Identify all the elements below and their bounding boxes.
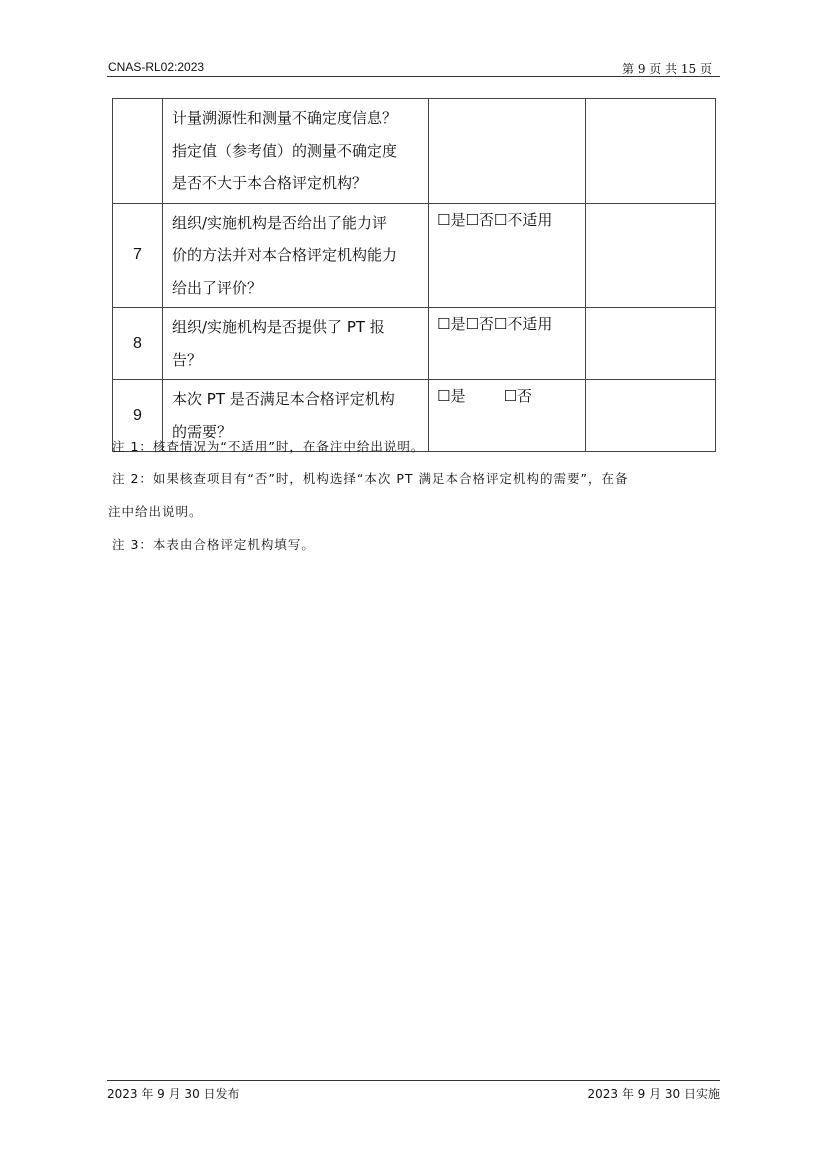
note-3: 注 3：本表由合格评定机构填写。 xyxy=(112,537,315,552)
question-line: 是否不大于本合格评定机构？ xyxy=(172,174,368,192)
row-number: 7 xyxy=(113,203,163,308)
table-row xyxy=(113,308,716,380)
question-line: 本次 PT 是否满足本合格评定机构 xyxy=(172,390,395,408)
checklist-table xyxy=(112,98,716,452)
row-number: 9 xyxy=(113,380,163,452)
remarks-cell xyxy=(586,308,716,380)
row-number: 8 xyxy=(113,308,163,380)
question-cell xyxy=(163,99,429,204)
remarks-cell xyxy=(586,380,716,452)
issue-date: 2023 年 9 月 30 日发布 xyxy=(107,1087,240,1101)
effective-date: 2023 年 9 月 30 日实施 xyxy=(587,1087,720,1101)
page-header xyxy=(107,58,720,77)
options-cell: ☐是☐否☐不适用 xyxy=(429,308,586,380)
question-line: 指定值（参考值）的测量不确定度 xyxy=(172,141,398,160)
options-cell xyxy=(429,99,586,204)
question-line: 价的方法并对本合格评定机构能力 xyxy=(172,246,398,264)
page-number: 第 9 页 共 15 页 xyxy=(622,62,712,76)
note-1: 注 1：核查情况为“不适用”时，在备注中给出说明。 xyxy=(112,439,425,454)
question-line: 告？ xyxy=(172,350,203,369)
row-number xyxy=(113,99,163,204)
options-cell: ☐是 ☐否 xyxy=(429,380,586,452)
table-row xyxy=(113,99,716,204)
page-footer xyxy=(107,1080,720,1101)
table-row xyxy=(113,203,716,308)
question-cell xyxy=(163,308,429,380)
note-2-continued: 注中给出说明。 xyxy=(108,504,203,519)
question-line: 的需要？ xyxy=(172,422,233,441)
document-code: CNAS-RL02:2023 xyxy=(108,60,205,74)
question-cell xyxy=(163,203,429,308)
options-cell: ☐是☐否☐不适用 xyxy=(429,203,586,308)
question-line: 计量溯源性和测量不确定度信息？ xyxy=(172,109,398,127)
question-line: 组织/实施机构是否提供了 PT 报 xyxy=(172,318,385,336)
note-2: 注 2：如果核查项目有“否”时，机构选择“本次 PT 满足本合格评定机构的需要”，在备 xyxy=(112,471,629,486)
question-line: 给出了评价？ xyxy=(172,278,263,297)
remarks-cell xyxy=(586,99,716,204)
question-line: 组织/实施机构是否给出了能力评 xyxy=(172,213,388,232)
remarks-cell xyxy=(586,203,716,308)
